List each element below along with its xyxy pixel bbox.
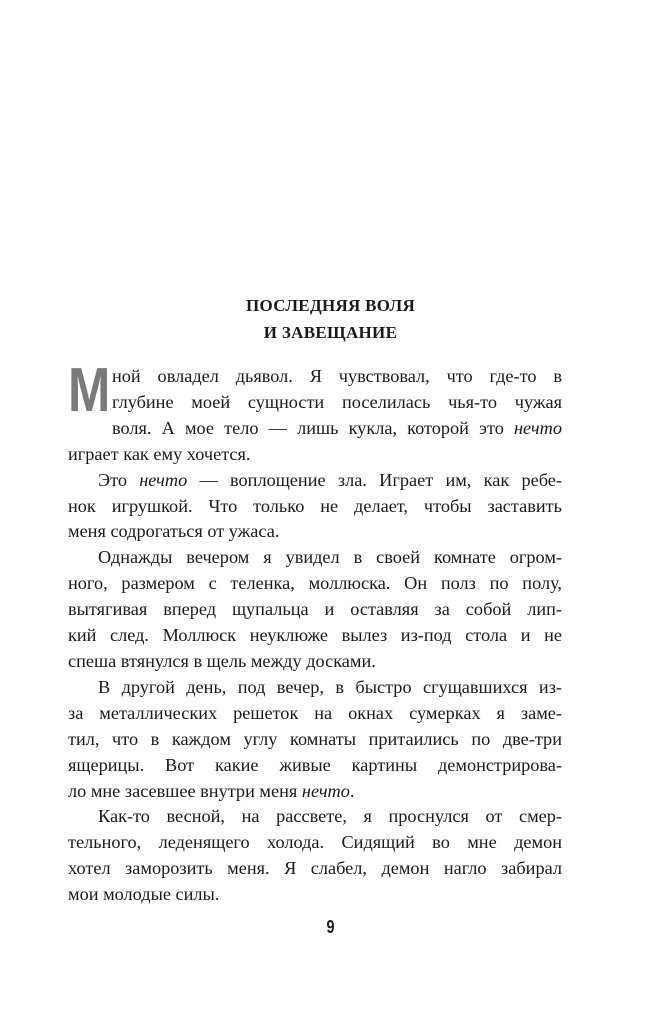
chapter-title-line-1: ПОСЛЕДНЯЯ ВОЛЯ [245, 296, 416, 315]
text-run: — воплощение зла. Играет им, как ребе- [187, 469, 562, 490]
body-text [68, 356, 562, 908]
paragraph-2 [68, 468, 562, 546]
text-line [68, 779, 562, 805]
text-line: кий след. Моллюск неуклюже вылез из-под стола и не [68, 625, 562, 646]
text-run: воля. А мое тело — лишь кукла, которой это [112, 417, 514, 438]
text-line: вытягивая вперед щупальца и оставляя за собой лип- [68, 599, 562, 620]
text-run: Это [98, 469, 140, 490]
text-line [68, 416, 562, 442]
text-line: ящерицы. Вот какие живые картины демонстрирова- [68, 754, 562, 775]
paragraph-4 [68, 675, 562, 805]
text-line: тельного, леденящего холода. Сидящий во мне демон [68, 832, 562, 853]
text-line: Как-то весной, на рассвете, я проснулся от смер- [98, 806, 562, 827]
text-line [68, 468, 562, 494]
italic-word: нечто [513, 417, 562, 438]
text-line: нок игрушкой. Что только не делает, чтобы заставить [68, 495, 562, 516]
text-line: мои молодые силы. [68, 884, 220, 905]
page-number: 9 [326, 917, 335, 937]
text-line: играет как ему хочется. [68, 443, 251, 464]
paragraph-5 [68, 804, 562, 908]
drop-cap: М [68, 356, 111, 425]
text-run: ло мне засевшее внутри меня [68, 780, 302, 801]
text-line: В другой день, под вечер, в быстро сгущавшихся из- [98, 676, 562, 697]
paragraph-1 [68, 356, 562, 468]
text-line: ной овладел дьявол. Я чувствовал, что где-то в [112, 366, 562, 386]
text-line: хотел заморозить меня. Я слабел, демон нагло забирал [68, 858, 562, 879]
text-run: . [349, 780, 355, 801]
text-line: ного, размером с теленка, моллюска. Он полз по полу, [68, 573, 562, 594]
paragraph-3 [68, 545, 562, 675]
text-line: Однажды вечером я увидел в своей комнате огром- [98, 547, 562, 568]
chapter-title-line-2: И ЗАВЕЩАНИЕ [263, 323, 398, 342]
text-line: спеша втянулся в щель между досками. [68, 650, 376, 671]
italic-word: нечто [139, 469, 188, 490]
chapter-title [0, 292, 661, 346]
text-line: меня содрогаться от ужаса. [68, 521, 280, 542]
text-line: за металлических решеток на окнах сумерках я заме- [68, 702, 562, 723]
text-line: тил, что в каждом углу комнаты притаились по две-три [68, 728, 562, 749]
italic-word: нечто [301, 780, 350, 801]
text-line: глубине моей сущности поселилась чья-то чужая [112, 391, 562, 412]
